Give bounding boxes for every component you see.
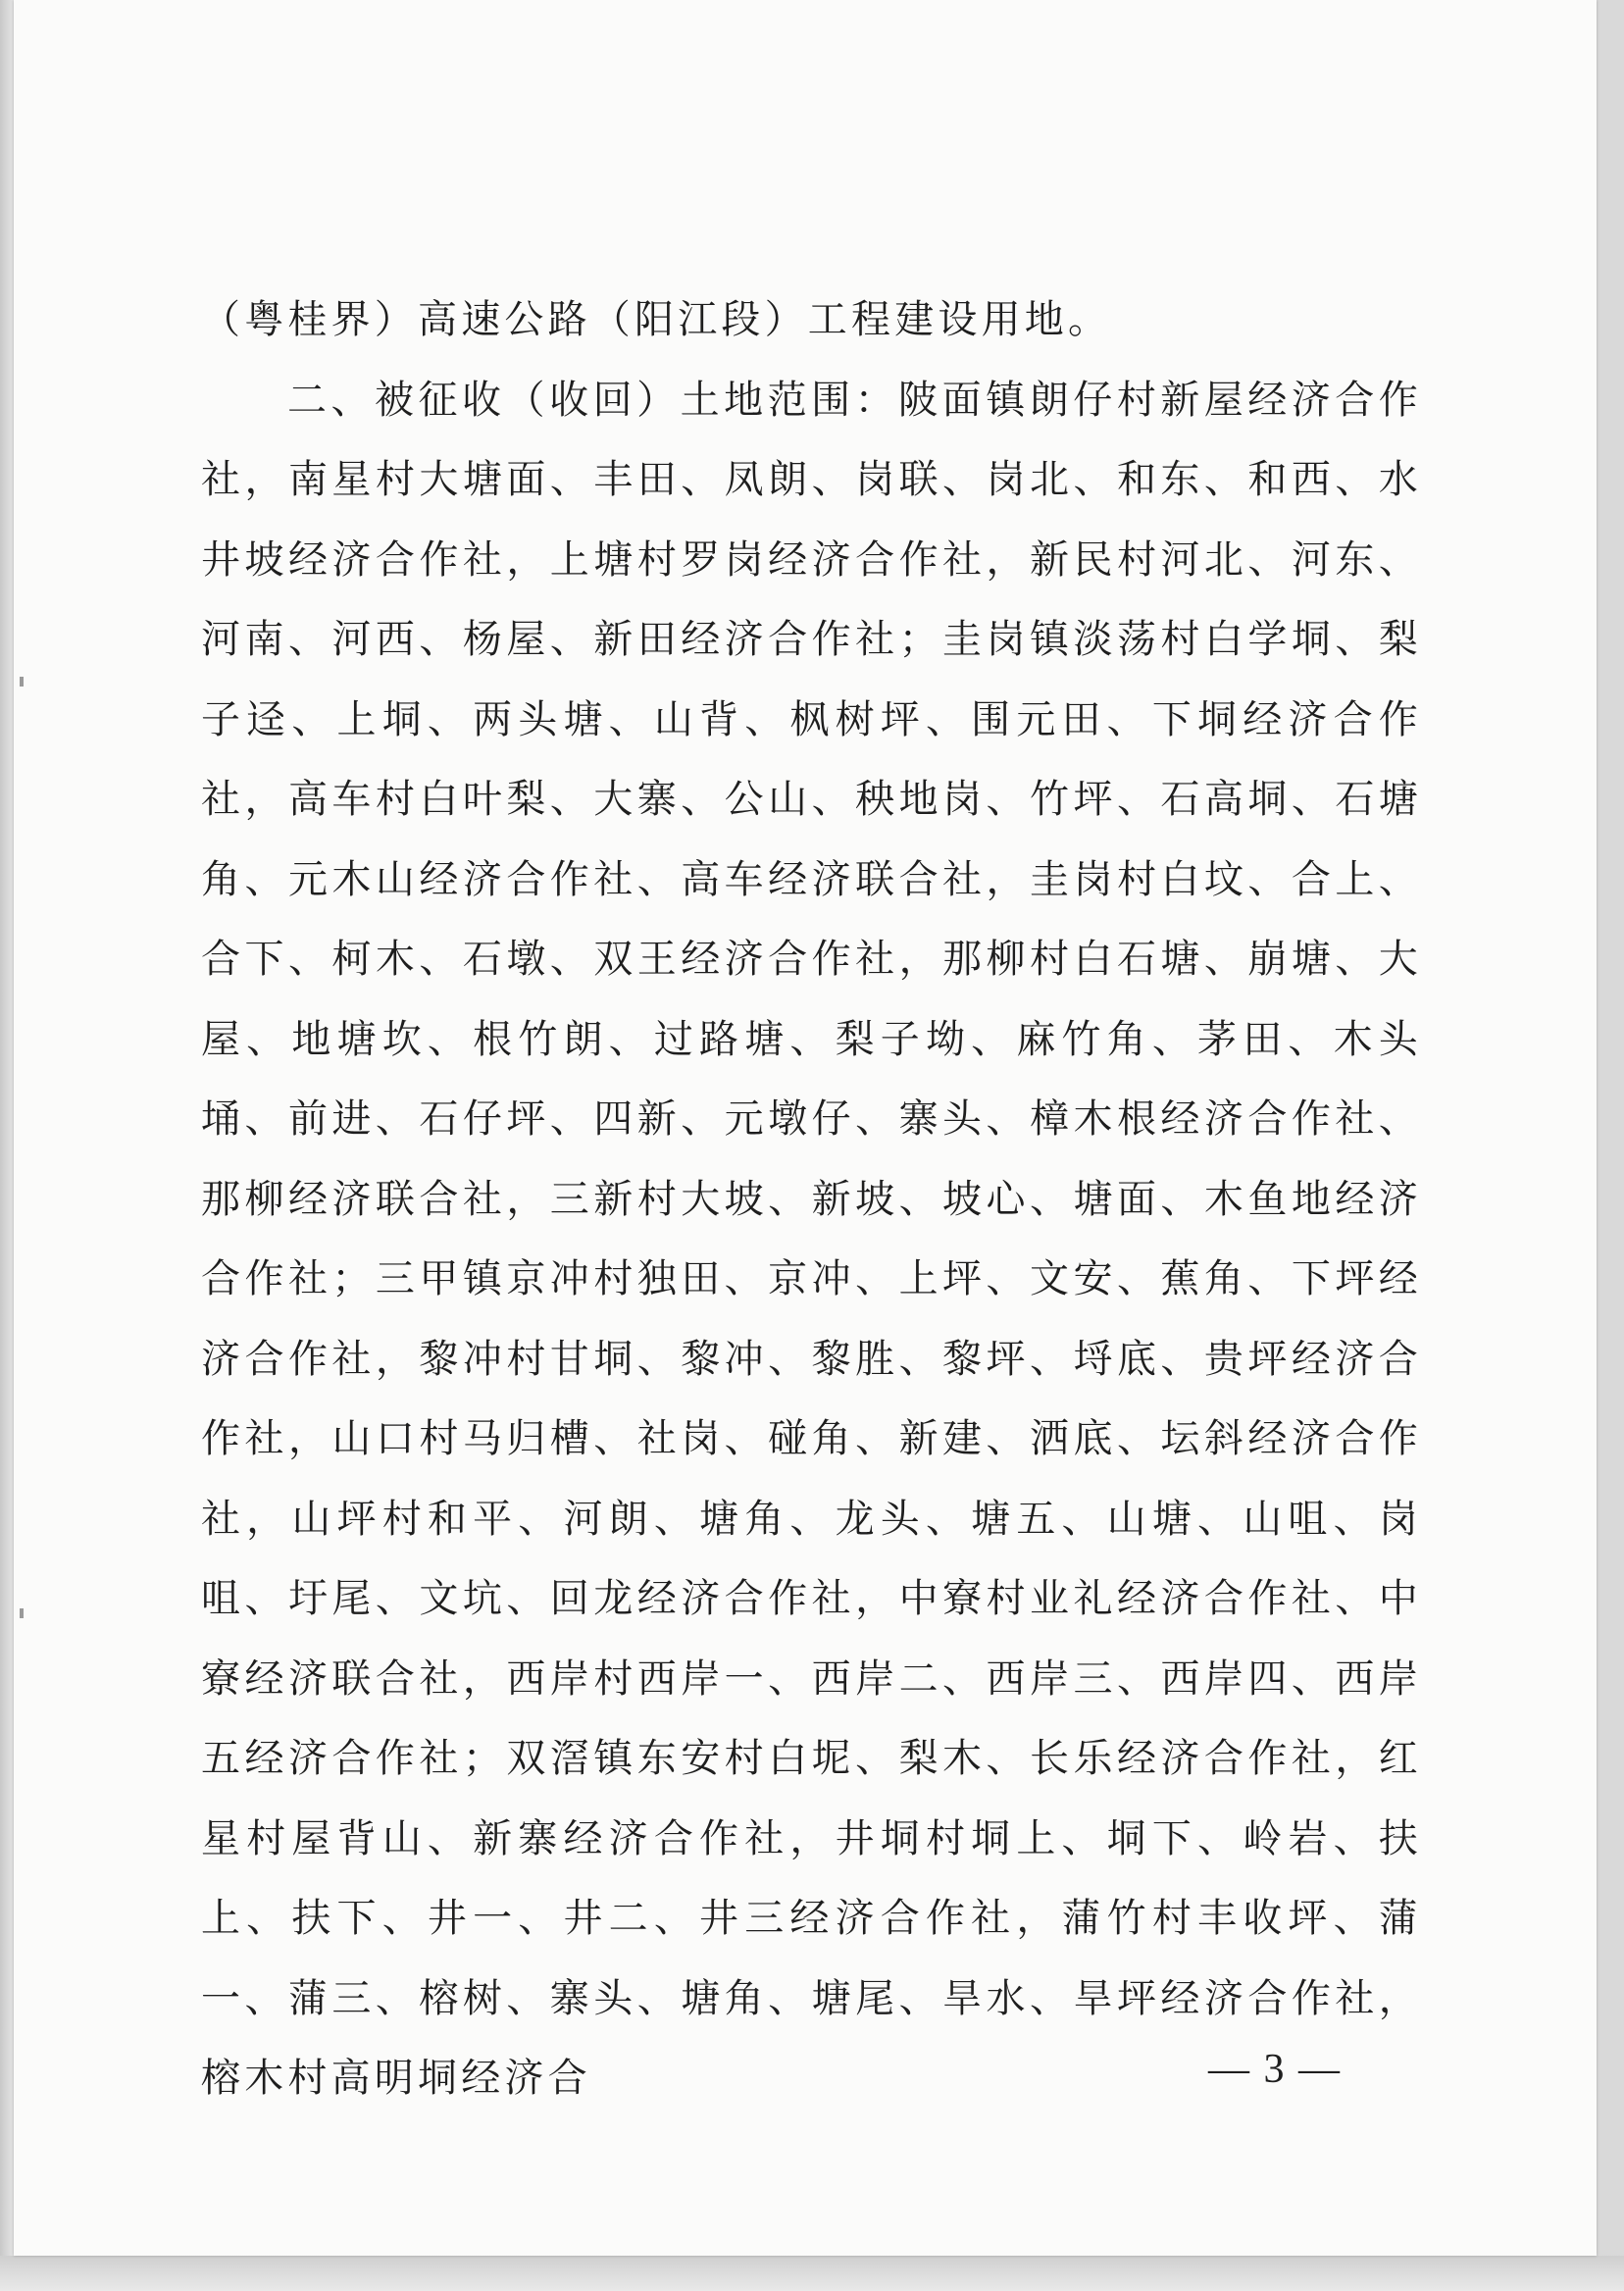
page-number: — 3 — bbox=[1208, 2047, 1342, 2092]
scan-edge-left bbox=[0, 0, 14, 2291]
binding-mark bbox=[20, 1608, 24, 1618]
scan-edge-bottom bbox=[0, 2256, 1624, 2291]
paragraph-continuation: （粤桂界）高速公路（阳江段）工程建设用地。 bbox=[201, 297, 1112, 342]
document-body bbox=[201, 280, 1422, 2119]
binding-mark bbox=[20, 677, 24, 687]
paragraph-land-scope: 二、被征收（收回）土地范围：陂面镇朗仔村新屋经济合作社，南星村大塘面、丰田、凤朗、岗联、岗北、和东、和西、水井坡经济合作社，上塘村罗岗经济合作社，新民村河北、河东、河南、河西、杨屋、新田经济合作社；圭岗镇淡荡村白学垌、梨子迳、上垌、两头塘、山背、枫树坪、围元田、下垌经济合作社，高车村白叶梨、大寨、公山、秧地岗、竹坪、石高垌、石塘角、元木山经济合作社、高车经济联合社，圭岗村白坟、合上、合下、柯木、石墩、双王经济合作社，那柳村白石塘、崩塘、大屋、地塘坎、根竹朗、过路塘、梨子坳、麻竹角、茅田、木头埇、前进、石仔坪、四新、元墩仔、寨头、樟木根经济合作社、那柳经济联合社，三新村大坡、新坡、坡心、塘面、木鱼地经济合作社；三甲镇京冲村独田、京冲、上坪、文安、蕉角、下坪经济合作社，黎冲村甘垌、黎冲、黎胜、黎坪、埒底、贵坪经济合作社，山口村马归槽、社岗、碰角、新建、洒底、坛斜经济合作社，山坪村和平、河朗、塘角、龙头、塘五、山塘、山咀、岗咀、圩尾、文坑、回龙经济合作社，中寮村业礼经济合作社、中寮经济联合社，西岸村西岸一、西岸二、西岸三、西岸四、西岸五经济合作社；双滘镇东安村白坭、梨木、长乐经济合作社，红星村屋背山、新寨经济合作社，井垌村垌上、垌下、岭岩、扶上、扶下、井一、井二、井三经济合作社，蒲竹村丰收坪、蒲一、蒲三、榕树、寨头、塘角、塘尾、旱水、旱坪经济合作社，榕木村高明垌经济合 bbox=[201, 377, 1422, 2101]
